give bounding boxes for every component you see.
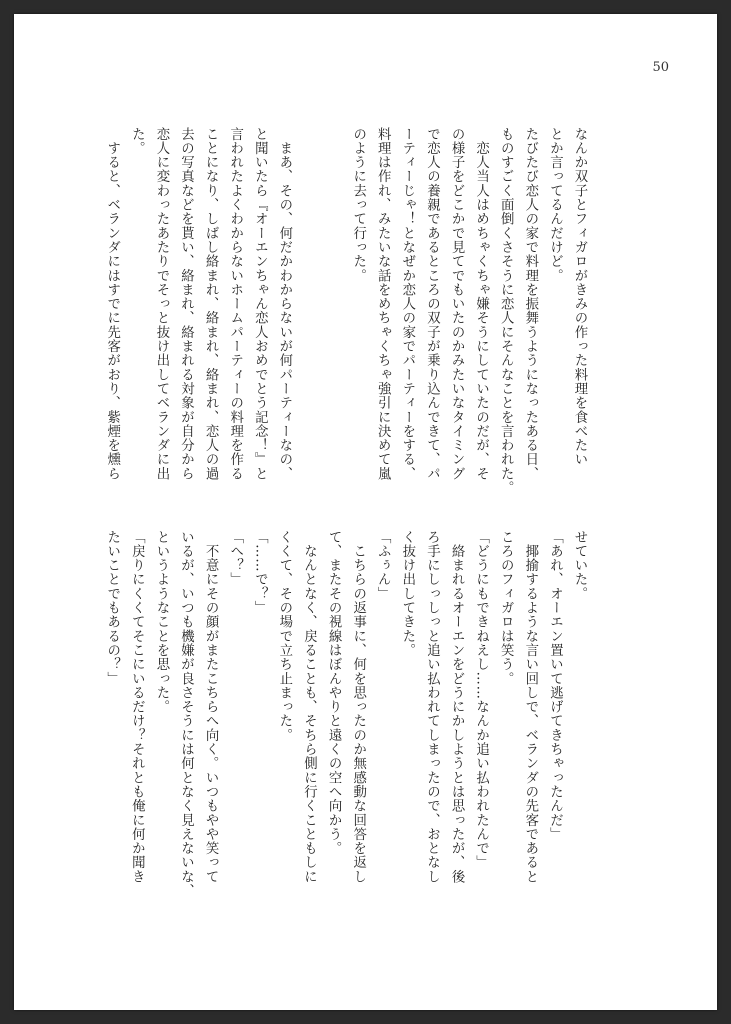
- text-line: ころのフィガロは笑う。: [498, 530, 514, 686]
- text-line: 「ふぅん」: [375, 530, 391, 601]
- text-line: たいことでもあるの？」: [104, 530, 120, 686]
- text-column-lower: [99, 530, 591, 918]
- text-line: 「どうにもできねえし……なんか追い払われたんで」: [473, 530, 489, 870]
- text-line: と聞いたら『オーエンちゃん恋人おめでとう記念！』と: [252, 127, 268, 481]
- text-line: 「あれ、オーエン置いて逃げてきちゃったんだ」: [547, 530, 563, 842]
- text-line: 料理は作れ、みたいな話をめちゃくちゃ強引に決めて嵐: [375, 127, 391, 481]
- text-line: ーティーじゃ！となぜか恋人の家でパーティーをする、: [399, 127, 415, 481]
- text-line: [320, 127, 345, 515]
- text-line: のように去って行った。: [350, 127, 366, 283]
- page-number: 50: [652, 60, 669, 75]
- text-line: ものすごく面倒くさそうに恋人にそんなことを言われた。: [498, 127, 514, 495]
- text-line: く抜け出してきた。: [399, 530, 415, 658]
- text-line: の様子をどこかで見てでもいたのかみたいなタイミング: [449, 127, 465, 481]
- text-line: 「へ？」: [227, 530, 243, 587]
- text-line: た。: [129, 127, 145, 156]
- text-column-upper: [99, 127, 591, 515]
- text-line: とか言ってるんだけど。: [547, 127, 563, 283]
- text-line: 去の写真などを貰い、絡まれ、絡まれる対象が自分から: [178, 127, 194, 481]
- text-line: くくて、その場で立ち止まった。: [276, 530, 292, 743]
- text-line: で恋人の養親であるところの双子が乗り込んできて、パ: [424, 127, 440, 481]
- text-line: ことになり、しばし絡まれ、絡まれ、絡まれ、恋人の過: [203, 127, 219, 481]
- text-line: なんとなく、戻ることも、そちら側に行くこともしに: [301, 530, 317, 884]
- text-line: 不意にその顔がまたこちらへ向く。いつもやや笑って: [203, 530, 219, 884]
- text-line: というようなことを思った。: [153, 530, 169, 714]
- document-page: [14, 14, 717, 1010]
- text-line: て、またその視線はぼんやりと遠くの空へ向かう。: [326, 530, 342, 856]
- text-line: たびたび恋人の家で料理を振舞うようになったある日、: [522, 127, 538, 481]
- text-line: せていた。: [572, 530, 587, 601]
- text-line: [296, 127, 321, 515]
- text-line: 恋人に変わったあたりでそっと抜け出してベランダに出: [153, 127, 169, 481]
- text-line: 「戻りにくくてそこにいるだけ？それとも俺に何か聞き: [129, 530, 145, 884]
- text-line: まあ、その、何だかわからないが何パーティーなの、: [276, 127, 292, 481]
- text-line: なんか双子とフィガロがきみの作った料理を食べたい: [572, 127, 587, 467]
- text-line: こちらの返事に、何を思ったのか無感動な回答を返し: [350, 530, 366, 884]
- text-line: 揶揄するような言い回しで、ベランダの先客であると: [522, 530, 538, 884]
- text-line: ろ手にしっしっと追い払われてしまったので、おとなし: [424, 530, 440, 884]
- text-line: 「……で？」: [252, 530, 268, 615]
- text-line: すると、ベランダにはすでに先客がおり、紫煙を燻ら: [104, 127, 120, 481]
- text-line: 恋人当人はめちゃくちゃ嫌そうにしていたのだが、そ: [473, 127, 489, 481]
- text-line: 絡まれるオーエンをどうにかしようとは思ったが、後: [449, 530, 465, 884]
- text-line: いるが、いつも機嫌が良さそうには何となく見えないな、: [178, 530, 194, 898]
- text-line: 言われたよくわからないホームパーティーの料理を作る: [227, 127, 243, 481]
